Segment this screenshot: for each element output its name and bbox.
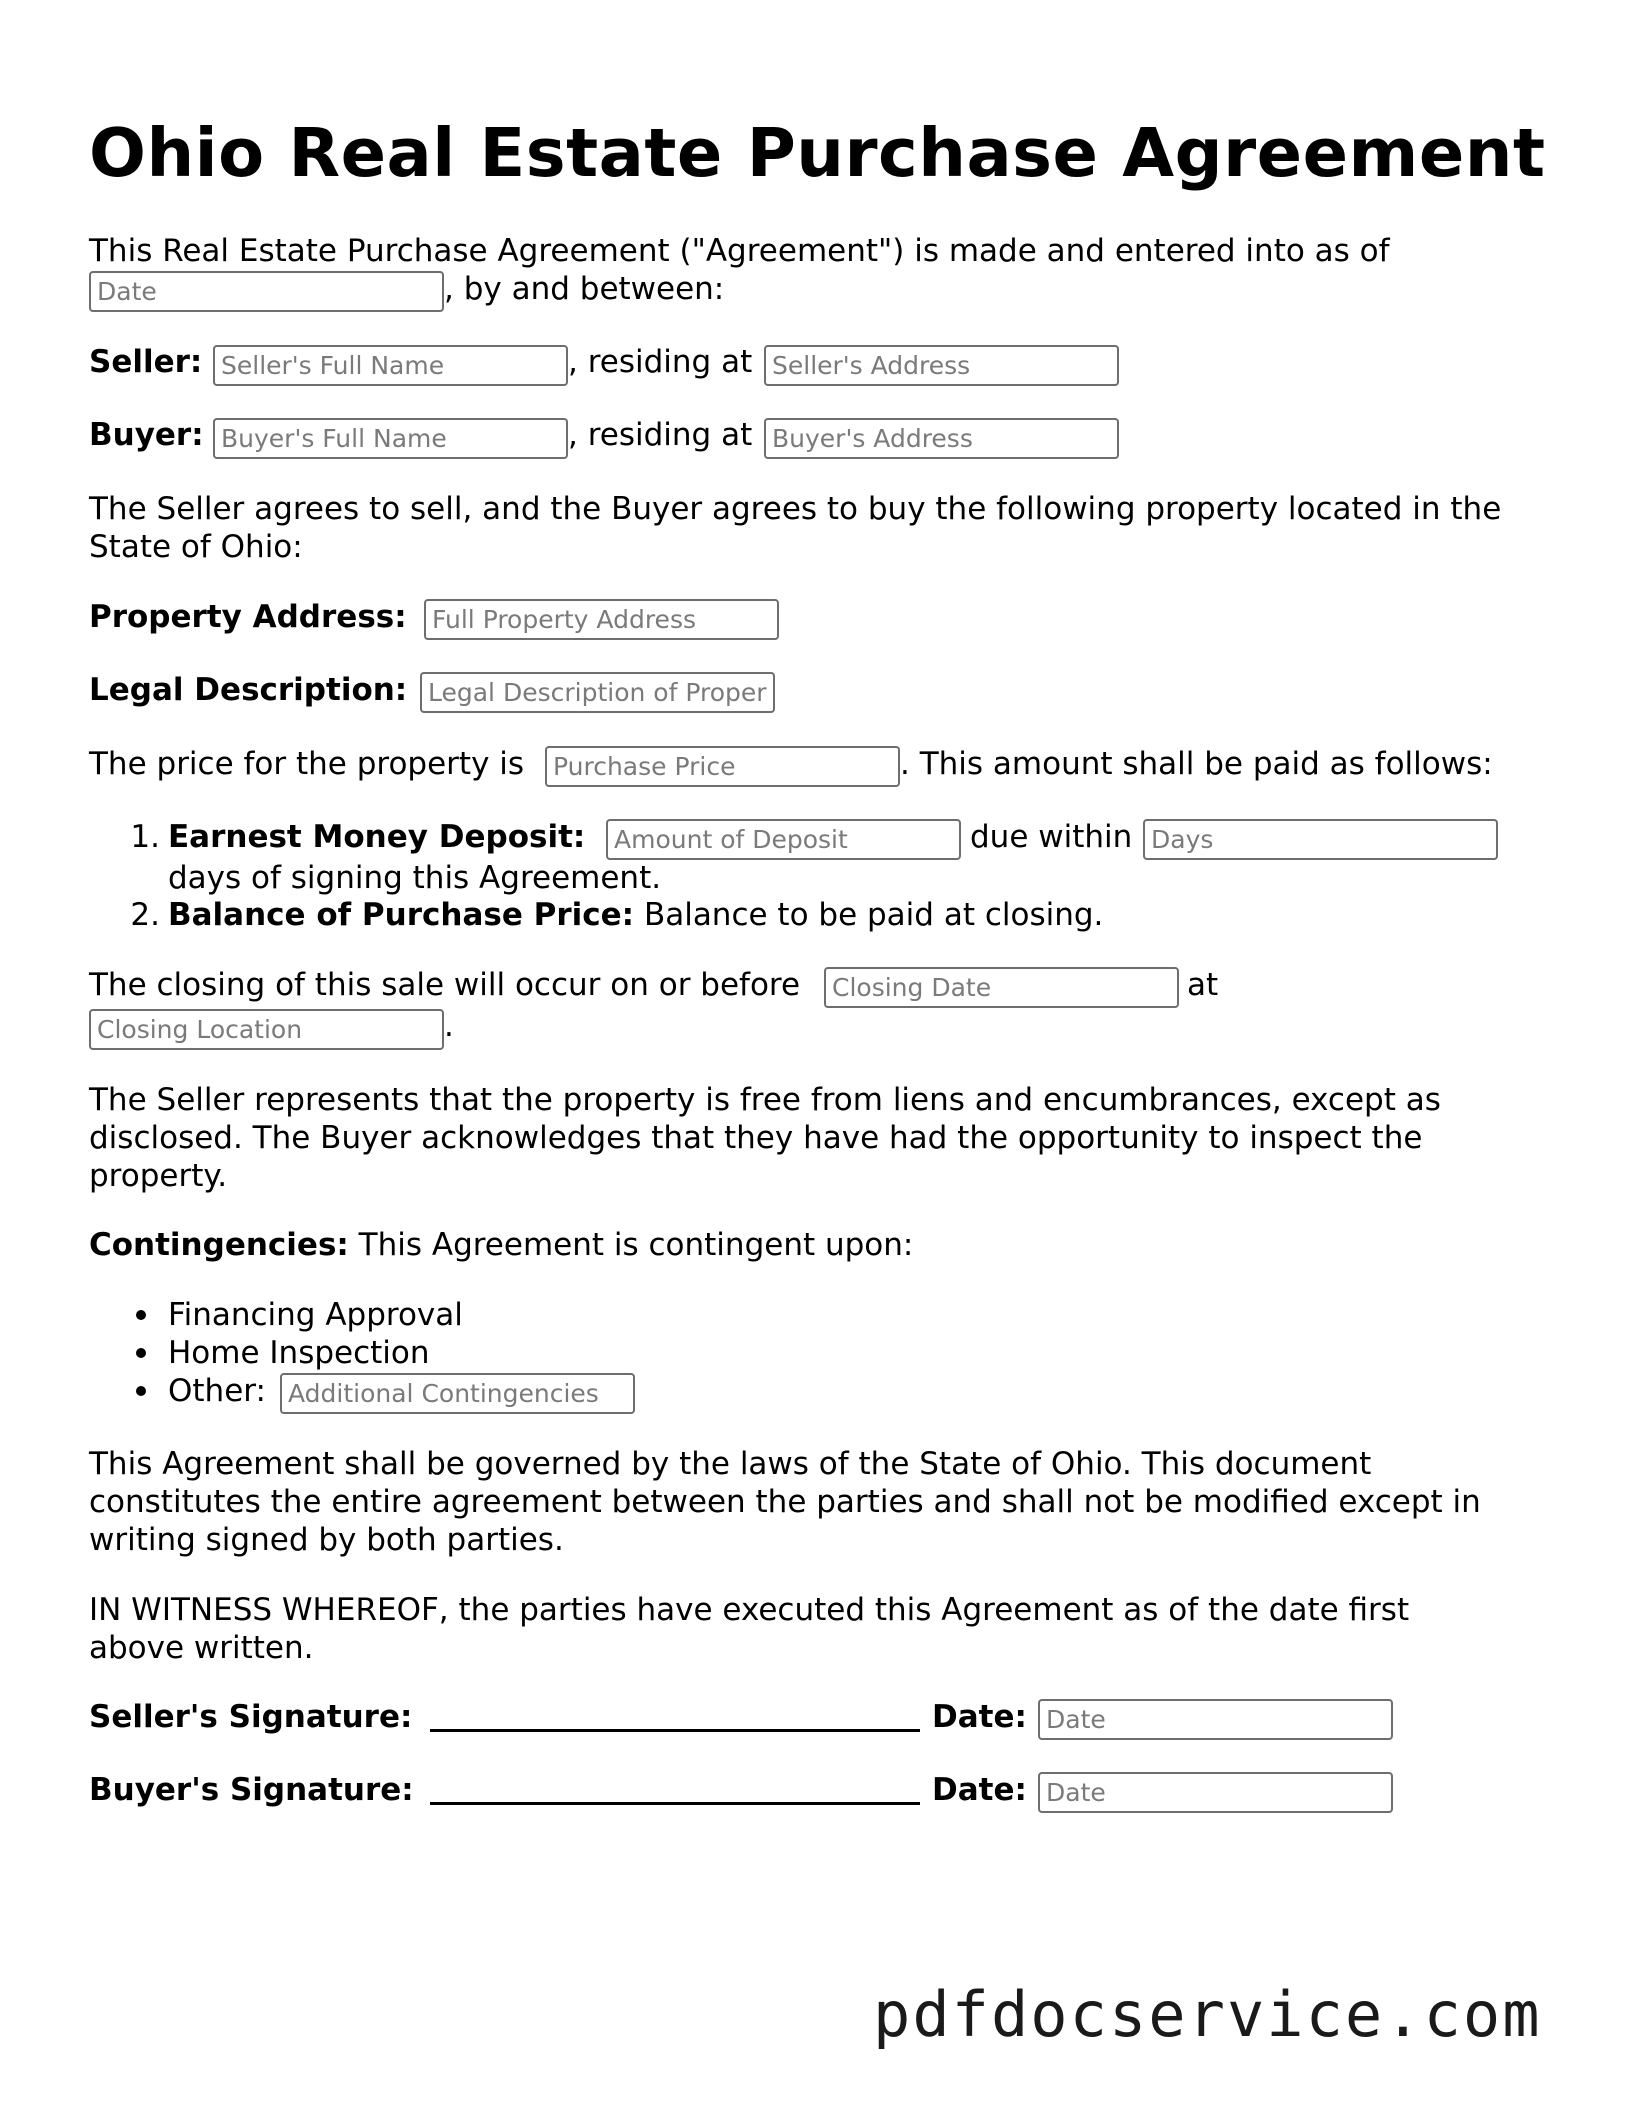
footer-watermark: pdfdocservice.com (873, 1978, 1542, 2051)
closing-location-field[interactable] (89, 1009, 444, 1050)
bullet-icon (136, 1310, 146, 1320)
intro-line-2: , by and between: (444, 271, 725, 307)
price-prefix-text: The price for the property is (89, 746, 525, 782)
seller-signature-line[interactable] (430, 1729, 920, 1732)
contingencies-label: Contingencies: (89, 1227, 349, 1263)
representation-line-3: property. (89, 1158, 228, 1194)
governing-line-3: writing signed by both parties. (89, 1522, 564, 1558)
earnest-money-continuation: days of signing this Agreement. (168, 860, 662, 896)
payment-item-number: 1. (130, 819, 160, 855)
closing-prefix-text: The closing of this sale will occur on or before (89, 967, 801, 1003)
document-title: Ohio Real Estate Purchase Agreement (89, 114, 1546, 192)
additional-contingencies-field[interactable] (280, 1373, 635, 1414)
legal-description-label: Legal Description: (89, 672, 408, 708)
balance-text: Balance to be paid at closing. (643, 897, 1104, 933)
contingency-item: Home Inspection (168, 1335, 430, 1371)
seller-signature-label: Seller's Signature: (89, 1699, 413, 1735)
property-intro-line-2: State of Ohio: (89, 529, 303, 565)
balance-label: Balance of Purchase Price: (168, 897, 635, 933)
property-address-label: Property Address: (89, 599, 407, 635)
intro-line-1: This Real Estate Purchase Agreement ("Agreement") is made and entered into as of (89, 233, 1390, 269)
buyer-label: Buyer: (89, 417, 204, 453)
bullet-icon (136, 1348, 146, 1358)
closing-at-text: at (1187, 967, 1219, 1003)
agreement-date-field[interactable] (89, 271, 444, 312)
closing-period: . (444, 1008, 454, 1044)
witness-line-2: above written. (89, 1630, 314, 1666)
witness-line-1: IN WITNESS WHEREOF, the parties have executed this Agreement as of the date first (89, 1592, 1410, 1628)
property-intro-line-1: The Seller agrees to sell, and the Buyer agrees to buy the following property located in the (89, 491, 1502, 527)
seller-label: Seller: (89, 344, 203, 380)
property-address-field[interactable] (424, 599, 779, 640)
governing-line-1: This Agreement shall be governed by the laws of the State of Ohio. This document (89, 1446, 1372, 1482)
seller-address-field[interactable] (764, 345, 1119, 386)
governing-line-2: constitutes the entire agreement between the parties and shall not be modified except in (89, 1484, 1481, 1520)
representation-line-2: disclosed. The Buyer acknowledges that they have had the opportunity to inspect the (89, 1120, 1423, 1156)
buyer-signature-label: Buyer's Signature: (89, 1772, 414, 1808)
purchase-price-field[interactable] (545, 746, 900, 787)
contingency-other-label: Other: (168, 1373, 266, 1409)
bullet-icon (136, 1386, 146, 1396)
buyer-date-label: Date: (932, 1772, 1027, 1808)
seller-residing-text: , residing at (568, 344, 753, 380)
seller-signature-date-field[interactable] (1038, 1699, 1393, 1740)
buyer-residing-text: , residing at (568, 417, 753, 453)
buyer-name-field[interactable] (213, 418, 568, 459)
due-within-text: due within (970, 819, 1133, 855)
buyer-signature-date-field[interactable] (1038, 1772, 1393, 1813)
contingencies-line (89, 1226, 913, 1264)
contingencies-text: This Agreement is contingent upon: (358, 1227, 914, 1263)
buyer-signature-line[interactable] (430, 1802, 920, 1805)
seller-name-field[interactable] (213, 345, 568, 386)
closing-date-field[interactable] (824, 967, 1179, 1008)
balance-line (168, 896, 1103, 934)
deposit-amount-field[interactable] (606, 819, 961, 860)
contingency-item: Financing Approval (168, 1297, 463, 1333)
deposit-days-field[interactable] (1143, 819, 1498, 860)
buyer-address-field[interactable] (764, 418, 1119, 459)
representation-line-1: The Seller represents that the property is free from liens and encumbrances, except as (89, 1082, 1441, 1118)
payment-item-number: 2. (130, 897, 160, 933)
earnest-money-label: Earnest Money Deposit: (168, 819, 586, 855)
legal-description-field[interactable] (420, 672, 775, 713)
price-suffix-text: . This amount shall be paid as follows: (900, 746, 1493, 782)
seller-date-label: Date: (932, 1699, 1027, 1735)
